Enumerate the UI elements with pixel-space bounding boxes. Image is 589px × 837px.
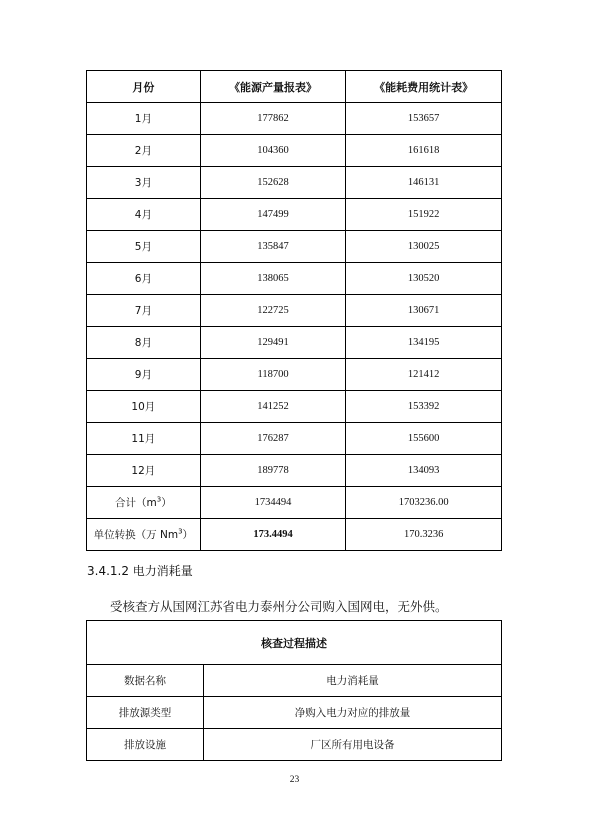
total-cost: 1703236.00	[346, 487, 502, 519]
table-row	[87, 103, 502, 135]
month-cell: 6月	[87, 263, 201, 295]
table-row	[87, 391, 502, 423]
table-row	[87, 295, 502, 327]
unit-cost: 170.3236	[346, 519, 502, 551]
cost-value: 130671	[346, 295, 502, 327]
table-row	[87, 697, 502, 729]
production-value: 147499	[200, 199, 346, 231]
table-row	[87, 231, 502, 263]
month-cell: 9月	[87, 359, 201, 391]
unit-label-close: ）	[182, 529, 194, 541]
production-value: 122725	[200, 295, 346, 327]
production-value: 189778	[200, 455, 346, 487]
page-number: 23	[289, 775, 300, 785]
header-production-report: 《能源产量报表》	[200, 71, 346, 103]
verification-header: 核查过程描述	[87, 621, 502, 665]
section-title: 3.4.1.2 电力消耗量	[87, 564, 193, 578]
month-cell: 12月	[87, 455, 201, 487]
cost-value: 130520	[346, 263, 502, 295]
table-row	[87, 327, 502, 359]
table-row	[87, 135, 502, 167]
table-row	[87, 423, 502, 455]
row-value: 厂区所有用电设备	[204, 729, 502, 761]
header-cost-statistics: 《能耗费用统计表》	[346, 71, 502, 103]
row-label: 数据名称	[87, 665, 204, 697]
production-value: 118700	[200, 359, 346, 391]
production-value: 138065	[200, 263, 346, 295]
month-cell: 5月	[87, 231, 201, 263]
month-cell: 10月	[87, 391, 201, 423]
table-row	[87, 263, 502, 295]
cost-value: 153657	[346, 103, 502, 135]
unit-label-text: 单位转换（万 Nm	[93, 529, 179, 541]
cost-value: 161618	[346, 135, 502, 167]
cost-value: 130025	[346, 231, 502, 263]
production-value: 141252	[200, 391, 346, 423]
table-header-row	[87, 621, 502, 665]
table-row	[87, 665, 502, 697]
cost-value: 153392	[346, 391, 502, 423]
unit-production: 173.4494	[200, 519, 346, 551]
table-row	[87, 455, 502, 487]
month-cell: 8月	[87, 327, 201, 359]
verification-process-table	[86, 620, 502, 761]
unit-conversion-row	[87, 519, 502, 551]
cost-value: 151922	[346, 199, 502, 231]
production-value: 104360	[200, 135, 346, 167]
cost-value: 155600	[346, 423, 502, 455]
table-row	[87, 199, 502, 231]
cost-value: 134093	[346, 455, 502, 487]
month-cell: 1月	[87, 103, 201, 135]
row-value: 电力消耗量	[204, 665, 502, 697]
row-label: 排放源类型	[87, 697, 204, 729]
header-month: 月份	[87, 71, 201, 103]
total-label-text: 合计（m	[115, 497, 157, 509]
table-row	[87, 729, 502, 761]
row-value: 净购入电力对应的排放量	[204, 697, 502, 729]
month-cell: 2月	[87, 135, 201, 167]
table-header-row	[87, 71, 502, 103]
month-cell: 3月	[87, 167, 201, 199]
total-label-sup: 3	[156, 495, 162, 504]
unit-label	[87, 519, 201, 551]
total-label	[87, 487, 201, 519]
month-cell: 4月	[87, 199, 201, 231]
energy-monthly-table	[86, 70, 502, 551]
production-value: 152628	[200, 167, 346, 199]
cost-value: 121412	[346, 359, 502, 391]
cost-value: 146131	[346, 167, 502, 199]
cost-value: 134195	[346, 327, 502, 359]
paragraph: 受核查方从国网江苏省电力泰州分公司购入国网电，无外供。	[110, 599, 448, 614]
total-production: 1734494	[200, 487, 346, 519]
row-label: 排放设施	[87, 729, 204, 761]
table-row	[87, 167, 502, 199]
total-row	[87, 487, 502, 519]
month-cell: 11月	[87, 423, 201, 455]
production-value: 129491	[200, 327, 346, 359]
production-value: 176287	[200, 423, 346, 455]
table-row	[87, 359, 502, 391]
unit-label-sup: 3	[178, 527, 183, 536]
total-label-close: ）	[161, 497, 172, 509]
production-value: 135847	[200, 231, 346, 263]
month-cell: 7月	[87, 295, 201, 327]
production-value: 177862	[200, 103, 346, 135]
